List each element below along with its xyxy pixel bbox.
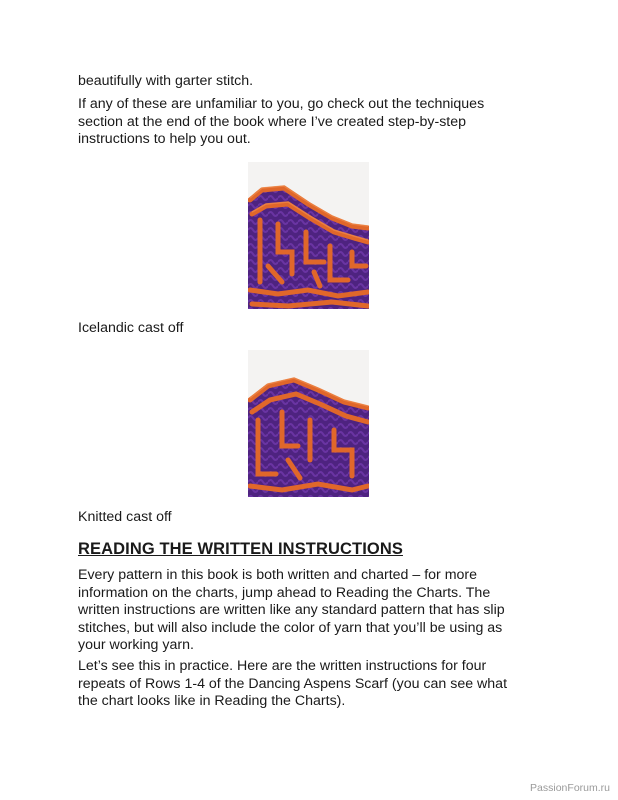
icelandic-cast-off-photo: [248, 162, 369, 309]
figure2-caption: Knitted cast off: [78, 509, 172, 525]
paragraph-practice: Let’s see this in practice. Here are the written instructions for four repeats of Rows 1-4 of the Dancing Aspens Scarf (you can see what the chart looks like in Reading the Charts).: [78, 658, 508, 710]
paragraph-written-and-charted: Every pattern in this book is both written and charted – for more information on the charts, jump ahead to Reading the Charts. The written instructions are written like any standard pattern that has slip stitches, but will also include the color of yarn that you’ll be using as your working yarn.: [78, 567, 505, 654]
section-heading: READING THE WRITTEN INSTRUCTIONS: [78, 540, 403, 558]
paragraph-techniques: If any of these are unfamiliar to you, go check out the techniques section at the end of the book where I’ve created step-by-step instructions to help you out.: [78, 96, 485, 148]
paragraph-continuation: beautifully with garter stitch.: [78, 73, 254, 89]
watermark: PassionForum.ru: [530, 782, 610, 794]
figure1-caption: Icelandic cast off: [78, 320, 184, 336]
knitted-cast-off-photo: [248, 350, 369, 497]
